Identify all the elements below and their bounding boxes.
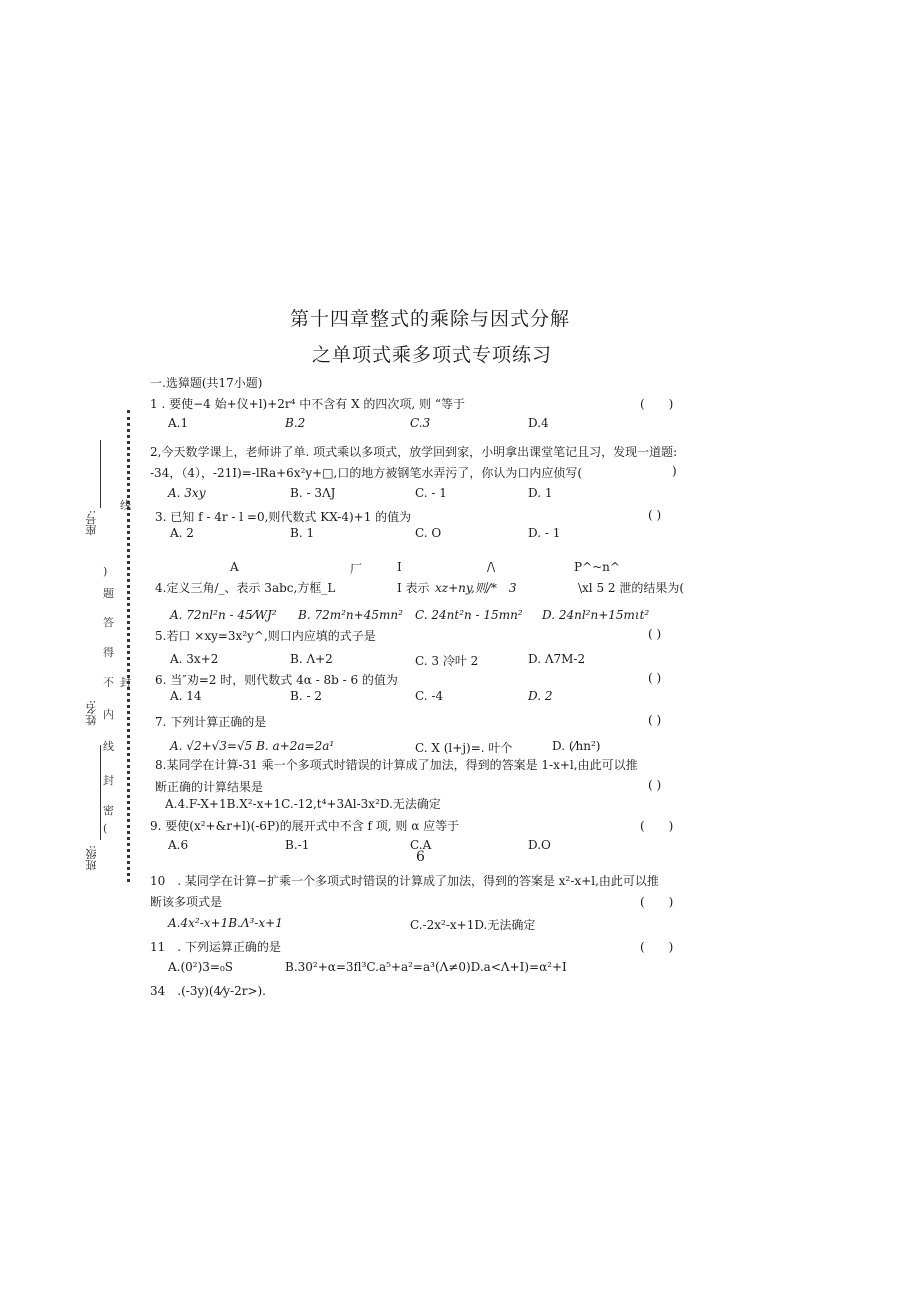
question-8-line1: 8.某同学在计算-31 乘一个多项式时错误的计算成了加法，得到的答案是 1-x+l,由此可以推: [155, 758, 638, 772]
option-b: B.-1: [285, 838, 310, 852]
question-4: 4.定义三角/_、表示 3abc,方框_L: [155, 581, 336, 595]
option-a: A.(0²)3=₀S: [168, 960, 234, 974]
option-ab: A. √2+√3=√5 B. a+2a=2a¹: [170, 739, 335, 753]
option-d: D. (⁄hn²): [552, 739, 601, 753]
question-10-line2: 断该多项式是: [150, 895, 223, 909]
question-4-part: \xl 5 2 泄的结果为(: [578, 581, 685, 595]
binding-char: 内: [103, 708, 114, 721]
question-4-part: I 表示: [397, 581, 430, 595]
question-2-line2: -34，（4），-21I)=-lRa+6x²y+□,口的地方被钢笔水弄污了，你认为口内应侦写(: [150, 466, 583, 480]
option-b: B. 1: [290, 526, 315, 540]
binding-char: 线: [103, 740, 114, 753]
option-d: D. - 1: [528, 526, 561, 540]
option-a: A. 72nl²n - 45⁄WJ²: [170, 608, 277, 622]
option-b: B. 72m²n+45mn²: [298, 608, 403, 622]
figure-label: P^~n^: [574, 560, 620, 574]
option-b: B. - 3ΛJ: [290, 486, 336, 500]
option-d: D.4: [528, 416, 549, 430]
option-d: D. 1: [528, 486, 553, 500]
class-label: 班级:: [85, 845, 98, 871]
page-title: 第十四章整式的乘除与因式分解: [290, 308, 571, 330]
seat-underline: [100, 440, 101, 508]
question-3: 3. 已知 f - 4r - l =0,则代数式 KX-4)+1 的值为: [155, 510, 412, 524]
option-cd: C.-2x²-x+1D.无法确定: [410, 918, 536, 932]
page-number: 6: [416, 849, 425, 865]
binding-char: 密: [103, 804, 114, 817]
option-a: A.1: [168, 416, 189, 430]
answer-paren: ( ): [640, 895, 674, 909]
binding-char: 得: [103, 646, 114, 659]
xian-mark: 线: [120, 499, 131, 512]
option-c: C. - 1: [415, 486, 447, 500]
option-d: D. Λ7M-2: [528, 652, 586, 666]
section-heading: 一.选獐题(共17小题): [150, 376, 263, 390]
option-c: C.A: [410, 838, 432, 852]
options-line: A.4.F-X+1B.X²-x+1C.-12,t⁴+3Al-3x²D.无法确定: [165, 797, 441, 811]
option-d: D.O: [528, 838, 551, 852]
option-c: C. 3 冷叶 2: [415, 654, 479, 668]
options-bcd: B.30²+α=3fl³C.a⁵+a²=a³(Λ≠0)D.a<Λ+I)=α²+I: [285, 960, 567, 974]
figure-label: /\: [487, 560, 496, 574]
option-c: C. 24nt²n - 15mn²: [415, 608, 523, 622]
option-b: B.2: [285, 416, 306, 430]
option-c: C. O: [415, 526, 442, 540]
question-2-line1: 2,今天数学课上，老师讲了单. 项式乘以多项式，放学回到家，小明拿出课堂笔记且习，发现一道题:: [150, 445, 678, 459]
option-c: C. -4: [415, 689, 444, 703]
answer-paren: ( ): [640, 397, 674, 411]
binding-char: 题: [103, 587, 114, 600]
option-d: D. 24nl²n+15mιt²: [542, 608, 650, 622]
question-1: 1 . 要使−4 始+仪+l)+2r⁴ 中不含有 X 的四次项, 则 “等于: [150, 397, 466, 411]
name-label: 姓名:: [85, 700, 98, 726]
seat-label: 座号:: [85, 510, 98, 536]
answer-paren: ( ): [648, 778, 662, 792]
answer-paren: ( ): [648, 508, 662, 522]
question-4-part: xz+ny,则/* 3: [435, 581, 517, 595]
option-c: C. X (l+j)=. 叶个: [415, 741, 513, 755]
binding-char: 答: [103, 616, 114, 629]
figure-label: 厂: [350, 562, 363, 576]
answer-paren: ( ): [640, 819, 674, 833]
question-5: 5.若口 ×xy=3x²y^,则口内应填的式子是: [155, 629, 376, 643]
question-11: 11 . 下列运算正确的是: [150, 940, 281, 954]
binding-char: ): [103, 565, 108, 578]
class-underline: [100, 745, 101, 840]
option-c: C.3: [410, 416, 431, 430]
binding-dotted-line: [127, 410, 130, 882]
answer-paren: ( ): [640, 940, 674, 954]
answer-paren: ( ): [648, 713, 662, 727]
binding-char: 不: [103, 676, 114, 689]
binding-char: (: [103, 822, 108, 835]
figure-label: A: [230, 560, 239, 574]
question-34: 34 .(-3y)(4⁄y-2r>).: [150, 984, 266, 998]
option-a: A. 14: [170, 689, 202, 703]
question-10-line1: 10 . 某同学在计算−扩乘一个多项式时错误的计算成了加法，得到的答案是 x²-x+l,由此可以推: [150, 874, 659, 888]
question-7: 7. 下列计算正确的是: [155, 715, 267, 729]
figure-label: I: [397, 560, 402, 574]
option-b: B. - 2: [290, 689, 322, 703]
option-ab: A.4x²-x+1B.Λ³-x+1: [168, 916, 283, 930]
option-a: A. 2: [170, 526, 194, 540]
option-a: A. 3x+2: [170, 652, 219, 666]
answer-paren: ( ): [648, 671, 662, 685]
option-a: A.6: [168, 838, 189, 852]
option-d: D. 2: [528, 689, 553, 703]
option-a: A. 3xy: [168, 486, 206, 500]
question-9: 9. 要使(x²+&r+l)(-6P)的展开式中不含 f 项, 则 α 应等于: [150, 819, 460, 833]
answer-paren: ): [672, 464, 677, 478]
page-subtitle: 之单项式乘多项式专项练习: [312, 344, 553, 366]
question-8-line2: 断正确的计算结果是: [155, 780, 264, 794]
binding-char: 封: [103, 774, 114, 787]
feng-mark: 封: [120, 676, 131, 689]
answer-paren: ( ): [648, 627, 662, 641]
option-b: B. Λ+2: [290, 652, 333, 666]
question-6: 6. 当″劝=2 时，则代数式 4α - 8b - 6 的值为: [155, 673, 398, 687]
